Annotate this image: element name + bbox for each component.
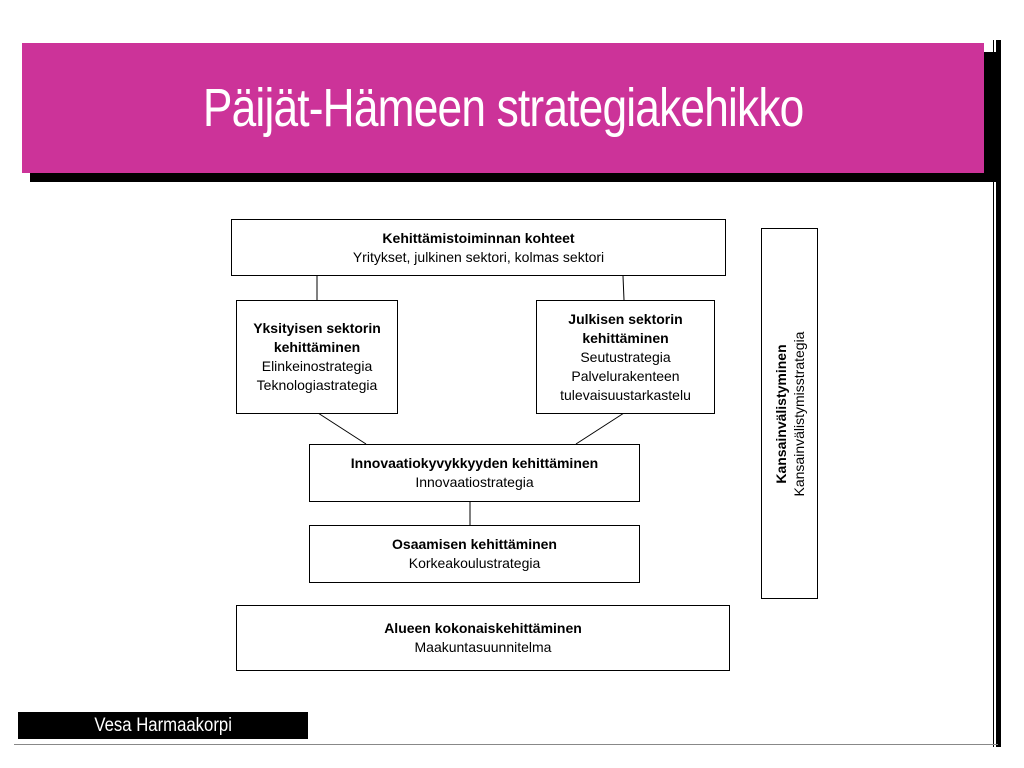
connector-public-innovation [576,413,624,444]
box-development-targets [231,219,726,276]
box-internationalisation-line: Kansainvälistymisstrategia [790,331,807,496]
box-private-sector-line-1: Elinkeinostrategia [261,358,373,374]
footer-rule [14,744,998,745]
box-competence-development [309,525,640,583]
box-internationalisation [761,228,818,599]
author-bar [18,712,308,739]
box-regional-development-line: Maakuntasuunnitelma [414,639,552,655]
author-name: Vesa Harmaakorpi [94,714,232,736]
box-development-targets-heading: Kehittämistoiminnan kohteet [382,229,575,246]
page-title: Päijät-Hämeen strategiakehikko [202,78,804,138]
box-public-sector-line-2: Palvelurakenteen [571,367,680,384]
box-public-sector-line-3: tulevaisuustarkastelu [560,386,691,403]
box-private-sector-heading-2: kehittäminen [273,339,361,355]
connector-top-public [623,276,624,300]
connector-private-innovation [318,413,366,444]
box-public-sector [536,300,715,414]
box-internationalisation-text [772,234,808,594]
box-innovation-capability [309,444,640,502]
box-public-sector-heading-2: kehittäminen [582,329,669,346]
box-public-sector-heading-1: Julkisen sektorin [568,310,683,327]
box-development-targets-line: Yritykset, julkinen sektori, kolmas sektori [352,248,605,265]
box-competence-development-line: Korkeakoulustrategia [408,555,541,571]
box-public-sector-line-1: Seutustrategia [580,348,671,365]
box-innovation-capability-heading: Innovaatiokyvykkyyden kehittäminen [350,455,599,471]
box-competence-development-heading: Osaamisen kehittäminen [392,536,557,552]
box-innovation-capability-line: Innovaatiostrategia [415,474,534,490]
box-private-sector-line-2: Teknologiastrategia [256,377,378,393]
box-regional-development [236,605,730,671]
box-regional-development-heading: Alueen kokonaiskehittäminen [384,620,582,636]
box-private-sector-heading-1: Yksityisen sektorin [253,320,381,336]
box-private-sector [236,300,398,414]
box-internationalisation-heading: Kansainvälistyminen [772,343,789,484]
